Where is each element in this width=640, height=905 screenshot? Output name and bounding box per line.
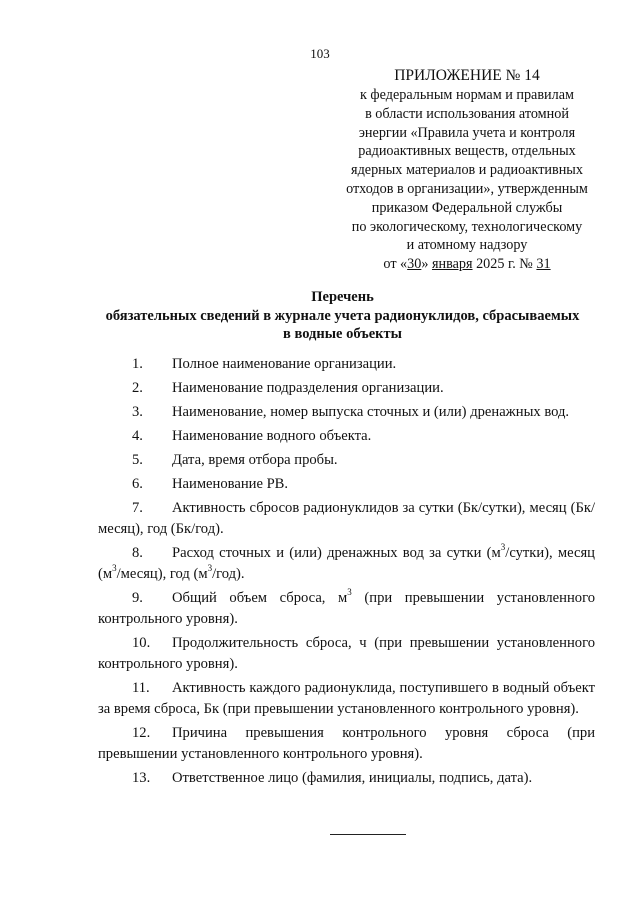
item-text: Продолжительность сброса, ч (при превышении установленного контрольного уровня).: [98, 635, 595, 672]
item-number: 9.: [132, 590, 143, 606]
item-text: Ответственное лицо (фамилия, инициалы, подпись, дата).: [172, 770, 533, 786]
list-item: [98, 450, 595, 471]
superscript: 3: [500, 542, 506, 553]
item-number: 10.: [132, 635, 151, 651]
list-item: [98, 768, 595, 789]
item-text: Причина превышения контрольного уровня сброса (при превышении установленного контрольного уровня).: [98, 725, 595, 762]
item-text: Расход сточных и (или) дренажных вод за сутки (м: [172, 545, 501, 561]
list-item: [98, 498, 595, 540]
appendix-title: ПРИЛОЖЕНИЕ № 14: [394, 67, 540, 84]
heading-line-1: Перечень: [311, 289, 374, 305]
item-number: 1.: [132, 356, 143, 372]
appendix-line: приказом Федеральной службы: [371, 199, 563, 216]
item-number: 8.: [132, 545, 143, 561]
item-text: Наименование подразделения организации.: [172, 380, 444, 396]
list-item: [98, 588, 595, 630]
item-text: /год).: [212, 566, 245, 582]
list-item: [98, 474, 595, 495]
list-item: [98, 402, 595, 423]
item-number: 6.: [132, 476, 143, 492]
date-prefix: от «: [383, 256, 408, 273]
list-item: [98, 378, 595, 399]
superscript: 3: [112, 563, 117, 574]
item-number: 2.: [132, 380, 143, 396]
appendix-line: и атомному надзору: [406, 237, 528, 254]
divider: [330, 834, 406, 835]
date-day: 30: [407, 256, 422, 273]
list-item: [98, 723, 595, 765]
item-text: /месяц), год (м: [116, 566, 208, 582]
appendix-line: по экологическому, технологическому: [351, 218, 583, 235]
date-month: января: [431, 256, 473, 273]
item-number: 13.: [132, 770, 151, 786]
appendix-line: к федеральным нормам и правилам: [359, 87, 574, 103]
item-number: 4.: [132, 428, 143, 444]
appendix-line: энергии «Правила учета и контроля: [358, 124, 576, 141]
item-text: Наименование водного объекта.: [172, 428, 372, 444]
appendix-date: [322, 255, 612, 274]
date-mid: »: [421, 256, 432, 273]
item-number: 11.: [132, 680, 150, 696]
document-heading: [80, 288, 605, 344]
appendix-line: радиоактивных веществ, отдельных: [358, 143, 576, 160]
item-text: Активность каждого радионуклида, поступившего в водный объект за время сброса, Бк (при превышении установленного контрольного уровня).: [98, 680, 595, 717]
list-item: [98, 678, 595, 720]
items-list: [98, 354, 595, 792]
list-item: [98, 633, 595, 675]
item-number: 3.: [132, 404, 143, 420]
item-text: Полное наименование организации.: [172, 356, 397, 372]
date-year: 2025 г. №: [472, 256, 537, 273]
list-item: [98, 426, 595, 447]
item-number: 7.: [132, 500, 143, 516]
superscript: 3: [347, 587, 352, 598]
order-number: 31: [536, 256, 551, 273]
item-text: (при превышении установленного контрольного уровня).: [98, 590, 595, 627]
item-text: Общий объем сброса, м: [172, 590, 348, 606]
item-text: Активность сбросов радионуклидов за сутки (Бк/сутки), месяц (Бк/месяц), год (Бк/год).: [98, 500, 595, 537]
appendix-line: ядерных материалов и радиоактивных: [351, 162, 583, 179]
item-number: 5.: [132, 452, 143, 468]
item-text: Дата, время отбора пробы.: [172, 452, 338, 468]
appendix-line: в области использования атомной: [365, 105, 569, 122]
item-text: /сутки), месяц (м: [98, 545, 595, 582]
list-item: [98, 543, 595, 585]
heading-line-3: в водные объекты: [283, 326, 402, 342]
appendix-line: отходов в организации», утвержденным: [346, 180, 588, 197]
heading-line-2: обязательных сведений в журнале учета радионуклидов, сбрасываемых: [105, 307, 580, 324]
item-text: Наименование РВ.: [172, 476, 289, 492]
item-number: 12.: [132, 725, 151, 741]
item-text: Наименование, номер выпуска сточных и (или) дренажных вод.: [172, 404, 570, 420]
list-item: [98, 354, 595, 375]
page-number: 103: [310, 46, 330, 61]
appendix-block: [322, 66, 612, 274]
superscript: 3: [207, 563, 213, 574]
